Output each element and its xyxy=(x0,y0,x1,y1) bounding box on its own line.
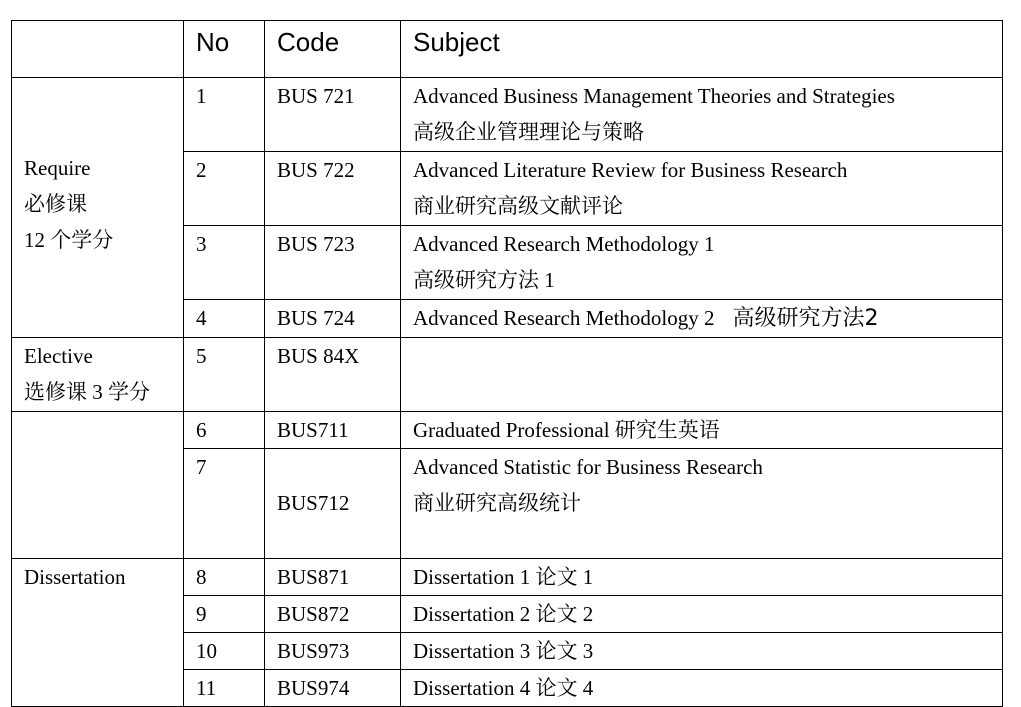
row-no: 1 xyxy=(184,78,265,152)
row-code: BUS 721 xyxy=(265,78,401,152)
subject-en: Dissertation 2 论文 2 xyxy=(413,602,594,626)
row-no: 3 xyxy=(184,226,265,300)
category-dissertation xyxy=(12,559,184,707)
row-subject xyxy=(401,633,1003,670)
row-code: BUS711 xyxy=(265,412,401,449)
row-code: BUS712 xyxy=(265,449,401,559)
table-row xyxy=(12,78,1003,152)
category-elective-en: Elective xyxy=(24,344,93,368)
subject-cn: 高级研究方法2 xyxy=(732,306,879,331)
category-require-en: Require xyxy=(24,156,91,180)
header-code: Code xyxy=(265,21,401,78)
row-code: BUS 722 xyxy=(265,152,401,226)
subject-cn: 商业研究高级统计 xyxy=(413,491,581,515)
row-no: 4 xyxy=(184,300,265,338)
row-code: BUS872 xyxy=(265,596,401,633)
subject-en: Advanced Research Methodology 1 xyxy=(413,232,715,256)
row-code: BUS871 xyxy=(265,559,401,596)
subject-en: Dissertation 4 论文 4 xyxy=(413,676,594,700)
subject-cn: 高级企业管理理论与策略 xyxy=(413,120,644,144)
category-require-credits: 12 个学分 xyxy=(24,228,114,252)
category-empty xyxy=(12,412,184,559)
row-subject xyxy=(401,412,1003,449)
row-no: 10 xyxy=(184,633,265,670)
row-no: 8 xyxy=(184,559,265,596)
subject-en: Advanced Statistic for Business Research xyxy=(413,455,763,479)
subject-en: Advanced Research Methodology 2 xyxy=(413,306,715,330)
subject-cn: 高级研究方法 1 xyxy=(413,268,555,292)
row-subject xyxy=(401,300,1003,338)
row-subject xyxy=(401,338,1003,412)
row-code: BUS 84X xyxy=(265,338,401,412)
row-no: 5 xyxy=(184,338,265,412)
category-require xyxy=(12,78,184,338)
row-subject xyxy=(401,152,1003,226)
category-require-cn: 必修课 xyxy=(24,192,87,216)
header-subject: Subject xyxy=(401,21,1003,78)
row-subject xyxy=(401,559,1003,596)
row-subject xyxy=(401,449,1003,559)
row-no: 7 xyxy=(184,449,265,559)
header-category-cell xyxy=(12,21,184,78)
table-row xyxy=(12,559,1003,596)
category-dissertation-en: Dissertation xyxy=(24,565,126,589)
row-code: BUS 724 xyxy=(265,300,401,338)
subject-en: Dissertation 3 论文 3 xyxy=(413,639,594,663)
row-no: 6 xyxy=(184,412,265,449)
header-no: No xyxy=(184,21,265,78)
row-no: 9 xyxy=(184,596,265,633)
row-no: 2 xyxy=(184,152,265,226)
category-elective xyxy=(12,338,184,412)
row-subject xyxy=(401,78,1003,152)
subject-cn: 商业研究高级文献评论 xyxy=(413,194,623,218)
table-header-row xyxy=(12,21,1003,78)
table-row xyxy=(12,412,1003,449)
row-code: BUS 723 xyxy=(265,226,401,300)
subject-en: Dissertation 1 论文 1 xyxy=(413,565,594,589)
course-table xyxy=(11,20,1003,707)
row-no: 11 xyxy=(184,670,265,707)
row-subject xyxy=(401,226,1003,300)
row-code: BUS973 xyxy=(265,633,401,670)
subject-en: Advanced Business Management Theories and Strategies xyxy=(413,84,895,108)
row-code: BUS974 xyxy=(265,670,401,707)
table-row xyxy=(12,338,1003,412)
subject-en: Advanced Literature Review for Business Research xyxy=(413,158,848,182)
row-subject xyxy=(401,670,1003,707)
subject-en: Graduated Professional 研究生英语 xyxy=(413,418,720,442)
row-subject xyxy=(401,596,1003,633)
category-elective-cn: 选修课 3 学分 xyxy=(24,380,150,404)
